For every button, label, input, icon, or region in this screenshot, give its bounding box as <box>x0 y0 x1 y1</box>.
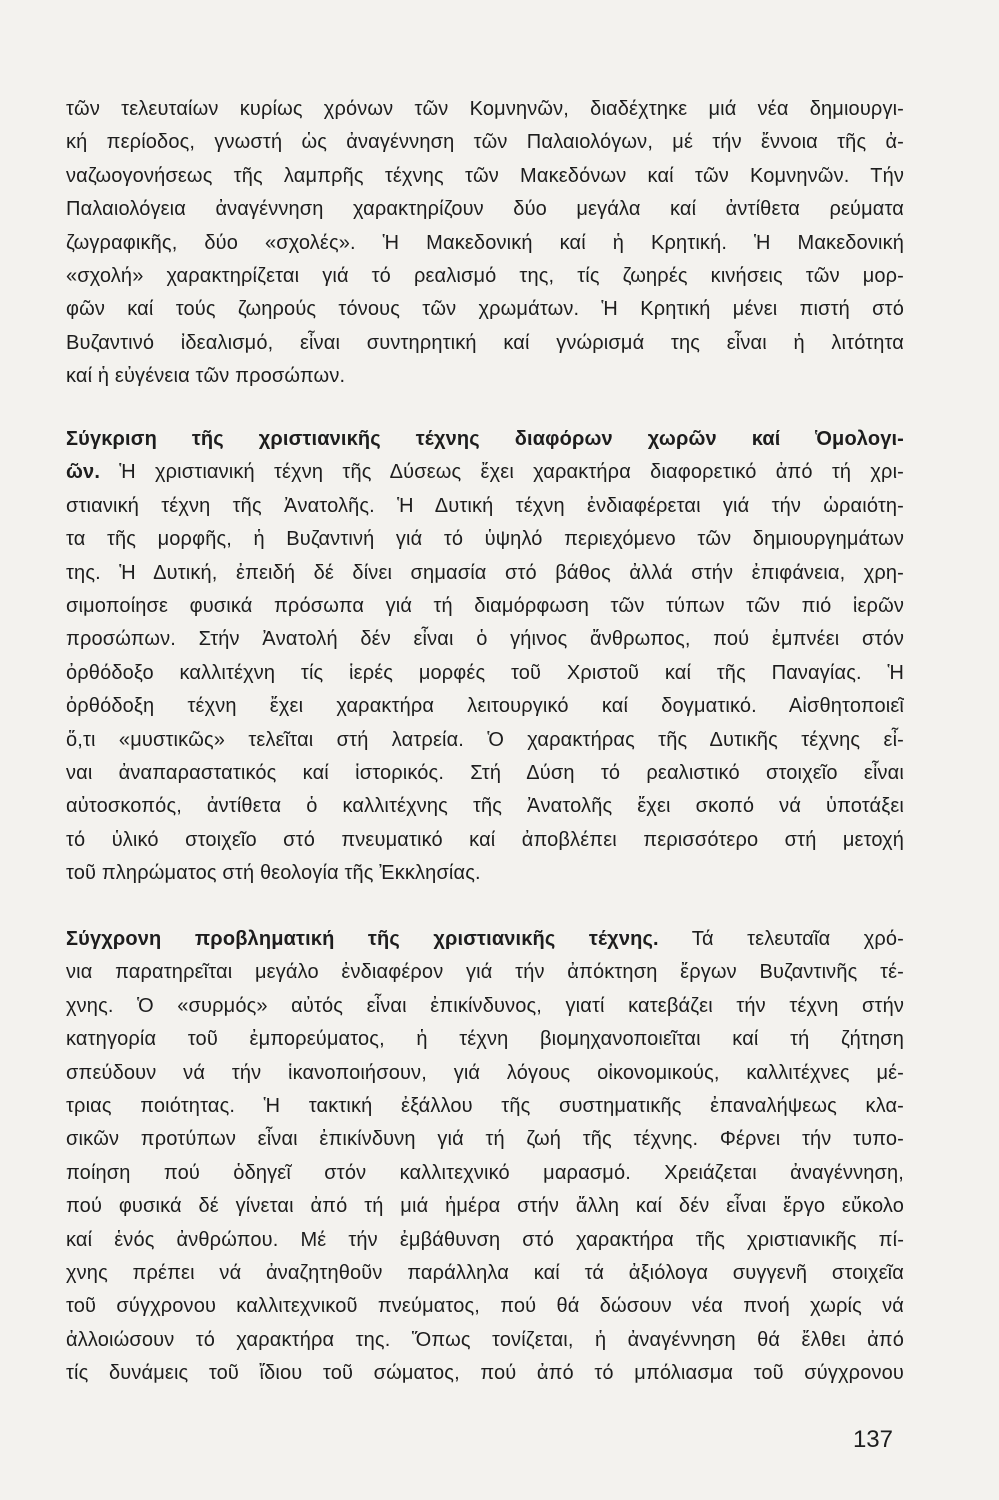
paragraph-3-line-14: τίς δυνάμεις τοῦ ἴδιου τοῦ σώματος, πού ἀπό τό μπόλιασμα τοῦ σύγχρονου <box>66 1362 904 1385</box>
paragraph-2-line-7: προσώπων. Στήν Ἀνατολή δέν εἶναι ὁ γήινος ἄνθρωπος, πού ἐμπνέει στόν <box>66 628 904 651</box>
paragraph-2-line-2 <box>66 459 904 485</box>
paragraph-2-line-6: σιμοποίησε φυσικά πρόσωπα γιά τή διαμόρφωση τῶν τύπων τῶν πιό ἱερῶν <box>66 595 904 617</box>
paragraph-3-line-4: κατηγορία τοῦ ἐμπορεύματος, ἡ τέχνη βιομηχανοποιεῖται καί τή ζήτηση <box>66 1028 904 1051</box>
paragraph-3-line-8: ποίηση πού ὁδηγεῖ στόν καλλιτεχνικό μαρασμό. Χρειάζεται ἀναγέννηση, <box>66 1161 904 1184</box>
paragraph-3-line-13: ἀλλοιώσουν τό χαρακτήρα της. Ὅπως τονίζεται, ἡ ἀναγέννηση θά ἔλθει ἀπό <box>66 1328 904 1351</box>
paragraph-1-line-4: Παλαιολόγεια ἀναγέννηση χαρακτηρίζουν δύο μεγάλα καί ἀντίθετα ρεύματα <box>66 198 904 221</box>
paragraph-2-line-11: ναι ἀναπαραστατικός καί ἱστορικός. Στή Δύση τό ρεαλιστικό στοιχεῖο εἶναι <box>66 762 904 784</box>
paragraph-3-line-9: πού φυσικά δέ γίνεται ἀπό τή μιά ἡμέρα στήν ἄλλη καί δέν εἶναι ἔργο εὔκολο <box>66 1195 904 1218</box>
paragraph-3-line-3: χνης. Ὁ «συρμός» αὐτός εἶναι ἐπικίνδυνος, γιατί κατεβάζει τήν τέχνη στήν <box>66 994 904 1017</box>
paragraph-1-line-7: φῶν καί τούς ζωηρούς τόνους τῶν χρωμάτων. Ἡ Κρητική μένει πιστή στό <box>66 298 904 321</box>
paragraph-text: Τά τελευταῖα χρό- <box>658 928 904 950</box>
paragraph-3-line-10: καί ἑνός ἀνθρώπου. Μέ τήν ἐμβάθυνση στό χαρακτήρα τῆς χριστιανικῆς πί- <box>66 1228 904 1251</box>
paragraph-3-line-2: νια παρατηρεῖται μεγάλο ἐνδιαφέρον γιά τήν ἀπόκτηση ἔργων Βυζαντινῆς τέ- <box>66 961 904 984</box>
paragraph-1-line-6: «σχολή» χαρακτηρίζεται γιά τό ρεαλισμό της, τίς ζωηρές κινήσεις τῶν μορ- <box>66 265 904 287</box>
paragraph-1-line-8: Βυζαντινό ἰδεαλισμό, εἶναι συντηρητική καί γνώρισμά της εἶναι ἡ λιτότητα <box>66 331 904 354</box>
paragraph-1-line-3: ναζωογονήσεως τῆς λαμπρῆς τέχνης τῶν Μακεδόνων καί τῶν Κομνηνῶν. Τήν <box>66 164 904 187</box>
paragraph-2-line-3: στιανική τέχνη τῆς Ἀνατολῆς. Ἡ Δυτική τέχνη ἐνδιαφέρεται γιά τήν ὡραιότη- <box>66 494 904 517</box>
paragraph-3-line-11: χνης πρέπει νά ἀναζητηθοῦν παράλληλα καί τά ἀξιόλογα συγγενῆ στοιχεῖα <box>66 1262 904 1284</box>
paragraph-1-line-9: καί ἡ εὐγένεια τῶν προσώπων. <box>66 365 346 388</box>
paragraph-1-line-1: τῶν τελευταίων κυρίως χρόνων τῶν Κομνηνῶν, διαδέχτηκε μιά νέα δημιουργι- <box>66 98 904 120</box>
paragraph-3-line-5: σπεύδουν νά τήν ἱκανοποιήσουν, γιά λόγους οἰκονομικούς, καλλιτέχνες μέ- <box>66 1061 904 1084</box>
paragraph-3-line-6: τριας ποιότητας. Ἡ τακτική ἐξάλλου τῆς συστηματικῆς ἐπαναλήψεως κλα- <box>66 1095 904 1117</box>
paragraph-3-line-7: σικῶν προτύπων εἶναι ἐπικίνδυνη γιά τή ζωή τῆς τέχνης. Φέρνει τήν τυπο- <box>66 1128 904 1151</box>
section-heading: Σύγχρονη προβληματική τῆς χριστιανικῆς τέχνης. <box>66 928 659 950</box>
paragraph-2-line-14: τοῦ πληρώματος στή θεολογία τῆς Ἐκκλησίας. <box>66 862 481 885</box>
paragraph-2-line-1 <box>66 426 904 452</box>
paragraph-3-line-12: τοῦ σύγχρονου καλλιτεχνικοῦ πνεύματος, πού θά δώσουν νέα πνοή χωρίς νά <box>66 1295 904 1318</box>
section-heading: Σύγκριση τῆς χριστιανικῆς τέχνης διαφόρων χωρῶν καί Ὁμολογι- <box>66 428 904 450</box>
paragraph-1-line-2: κή περίοδος, γνωστή ὡς ἀναγέννηση τῶν Παλαιολόγων, μέ τήν ἔννοια τῆς ἀ- <box>66 131 904 154</box>
paragraph-1-line-5: ζωγραφικῆς, δύο «σχολές». Ἡ Μακεδονική καί ἡ Κρητική. Ἡ Μακεδονική <box>66 231 904 254</box>
paragraph-2-line-5: της. Ἡ Δυτική, ἐπειδή δέ δίνει σημασία στό βάθος ἀλλά στήν ἐπιφάνεια, χρη- <box>66 561 904 584</box>
paragraph-2-line-4: τα τῆς μορφῆς, ἡ Βυζαντινή γιά τό ὑψηλό περιεχόμενο τῶν δημιουργημάτων <box>66 528 904 551</box>
paragraph-2-line-8: ὀρθόδοξο καλλιτέχνη τίς ἱερές μορφές τοῦ Χριστοῦ καί τῆς Παναγίας. Ἡ <box>66 661 904 684</box>
paragraph-2-line-12: αὐτοσκοπός, ἀντίθετα ὁ καλλιτέχνης τῆς Ἀνατολῆς ἔχει σκοπό νά ὑποτάξει <box>66 795 904 818</box>
page-number: 137 <box>852 1426 893 1453</box>
paragraph-2-line-9: ὀρθόδοξη τέχνη ἔχει χαρακτήρα λειτουργικό καί δογματικό. Αἰσθητοποιεῖ <box>66 695 904 718</box>
paragraph-2-line-13: τό ὑλικό στοιχεῖο στό πνευματικό καί ἀποβλέπει περισσότερο στή μετοχή <box>66 828 904 851</box>
paragraph-text: Ἡ χριστιανική τέχνη τῆς Δύσεως ἔχει χαρακτήρα διαφορετικό ἀπό τή χρι- <box>100 461 904 484</box>
section-heading: ῶν. <box>66 461 101 484</box>
paragraph-3-line-1 <box>66 926 904 952</box>
paragraph-2-line-10: ὅ,τι «μυστικῶς» τελεῖται στή λατρεία. Ὁ χαρακτήρας τῆς Δυτικῆς τέχνης εἶ- <box>66 728 904 751</box>
